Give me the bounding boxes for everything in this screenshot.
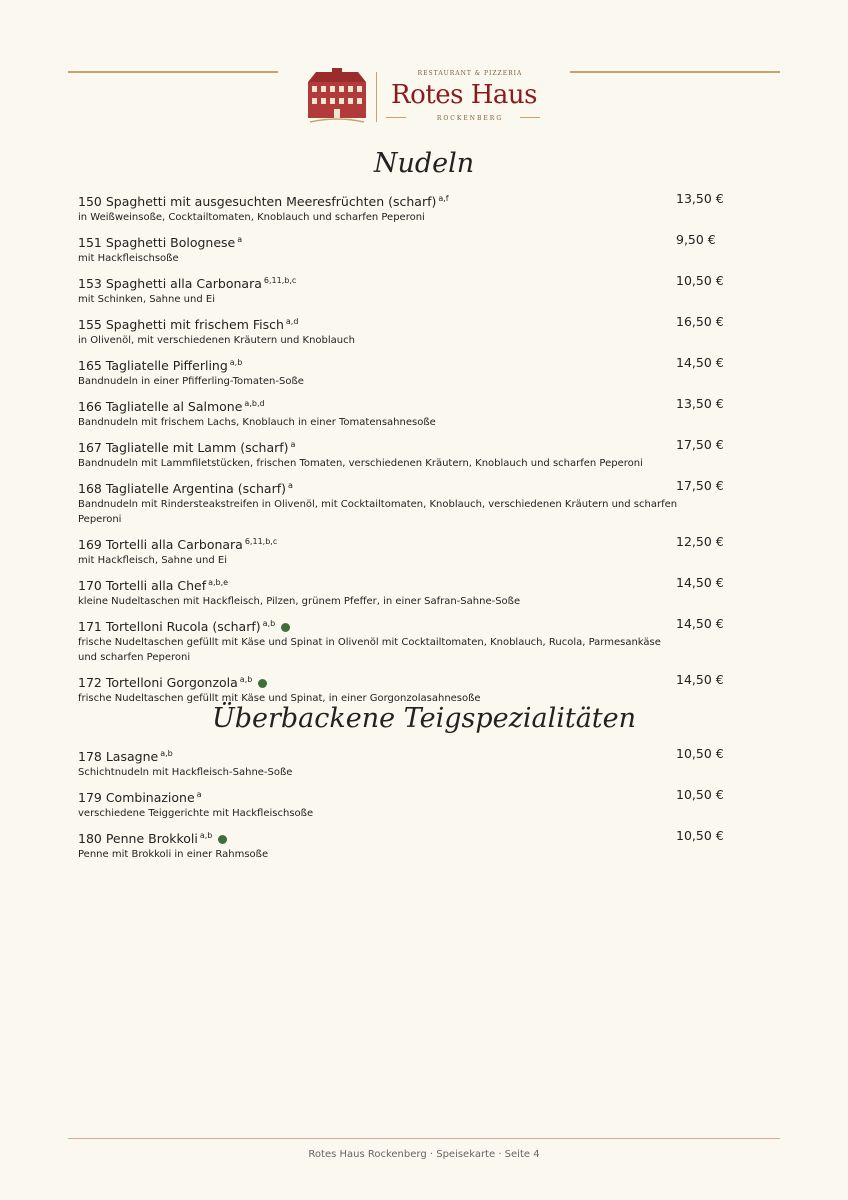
- menu-item-title: [78, 314, 728, 333]
- page-footer: Rotes Haus Rockenberg · Speisekarte · Seite 4: [308, 1149, 540, 1160]
- dish-price: 14,50 €: [676, 575, 724, 590]
- menu-item: [78, 314, 728, 348]
- dish-description: verschiedene Teiggerichte mit Hackfleischsoße: [78, 808, 314, 819]
- menu-item: [78, 232, 728, 266]
- menu-item-title: [78, 396, 728, 415]
- restaurant-logo: [302, 58, 542, 126]
- dish-price: 14,50 €: [676, 355, 724, 370]
- vegetarian-dot-icon: [258, 679, 267, 688]
- dish-description: Penne mit Brokkoli in einer Rahmsoße: [78, 849, 269, 860]
- allergen-codes: a,b: [262, 619, 276, 628]
- logo-sub-rule-right: [520, 117, 540, 118]
- dish-description: Bandnudeln mit Rindersteakstreifen in Olivenöl, mit Cocktailtomaten, Knoblauch, verschiedenen Kräutern und scharfen Peperoni: [78, 499, 678, 525]
- menu-list-ueberbackene: [78, 746, 728, 869]
- dish-price: 9,50 €: [676, 232, 716, 247]
- dish-name: 155 Spaghetti mit frischem Fisch: [78, 317, 284, 332]
- logo-name: Rotes Haus: [391, 80, 537, 110]
- menu-item: [78, 616, 728, 665]
- menu-item-title: [78, 828, 728, 847]
- section-title-nudeln: Nudeln: [373, 148, 475, 179]
- dish-name: 150 Spaghetti mit ausgesuchten Meeresfrüchten (scharf): [78, 194, 437, 209]
- allergen-codes: a: [237, 235, 243, 244]
- dish-description: frische Nudeltaschen gefüllt mit Käse und Spinat in Olivenöl mit Cocktailtomaten, Knoblauch, Rucola, Parmesankäse und scharfen Peperoni: [78, 637, 661, 663]
- menu-item-title: [78, 191, 728, 210]
- allergen-codes: a,f: [438, 194, 449, 203]
- dish-price: 17,50 €: [676, 437, 724, 452]
- menu-item-title: [78, 355, 728, 374]
- menu-item-title: [78, 575, 728, 594]
- header-rule-right: [570, 71, 780, 73]
- dish-description: mit Hackfleisch, Sahne und Ei: [78, 555, 227, 566]
- dish-name: 171 Tortelloni Rucola (scharf): [78, 619, 261, 634]
- dish-name: 172 Tortelloni Gorgonzola: [78, 675, 238, 690]
- menu-item-title: [78, 787, 728, 806]
- allergen-codes: a: [196, 790, 202, 799]
- dish-description: in Weißweinsoße, Cocktailtomaten, Knoblauch und scharfen Peperoni: [78, 212, 425, 223]
- dish-name: 153 Spaghetti alla Carbonara: [78, 276, 262, 291]
- vegetarian-dot-icon: [281, 623, 290, 632]
- menu-item: [78, 746, 728, 780]
- dish-description: Bandnudeln mit frischem Lachs, Knoblauch in einer Tomatensahnesoße: [78, 417, 436, 428]
- dish-description: mit Schinken, Sahne und Ei: [78, 294, 215, 305]
- dish-description: Bandnudeln mit Lammfiletstücken, frischen Tomaten, verschiedenen Kräutern, Knoblauch und scharfen Peperoni: [78, 458, 643, 469]
- allergen-codes: a,b,d: [244, 399, 265, 408]
- dish-description: frische Nudeltaschen gefüllt mit Käse und Spinat, in einer Gorgonzolasahnesoße: [78, 693, 481, 704]
- dish-name: 165 Tagliatelle Pifferling: [78, 358, 228, 373]
- dish-name: 180 Penne Brokkoli: [78, 831, 198, 846]
- menu-item-title: [78, 534, 728, 553]
- allergen-codes: a,d: [285, 317, 299, 326]
- menu-item: [78, 787, 728, 821]
- dish-price: 12,50 €: [676, 534, 724, 549]
- menu-item-title: [78, 437, 728, 456]
- dish-name: 167 Tagliatelle mit Lamm (scharf): [78, 440, 289, 455]
- allergen-codes: a: [290, 440, 296, 449]
- logo-location: ROCKENBERG: [436, 115, 504, 122]
- menu-item: [78, 273, 728, 307]
- menu-item: [78, 191, 728, 225]
- dish-price: 10,50 €: [676, 273, 724, 288]
- dish-name: 170 Tortelli alla Chef: [78, 578, 207, 593]
- dish-price: 17,50 €: [676, 478, 724, 493]
- section-title-ueberbackene: Überbackene Teigspezialitäten: [211, 703, 637, 734]
- allergen-codes: a: [288, 481, 293, 490]
- dish-description: in Olivenöl, mit verschiedenen Kräutern und Knoblauch: [78, 335, 355, 346]
- dish-price: 13,50 €: [676, 396, 724, 411]
- logo-tagline: RESTAURANT & PIZZERIA: [417, 70, 523, 77]
- menu-item: [78, 437, 728, 471]
- dish-price: 14,50 €: [676, 672, 724, 687]
- logo-divider: [376, 72, 377, 122]
- house-illustration-icon: [302, 68, 372, 128]
- menu-list-nudeln: [78, 191, 728, 713]
- allergen-codes: a,b: [199, 831, 213, 840]
- dish-description: Bandnudeln in einer Pfifferling-Tomaten-Soße: [78, 376, 304, 387]
- menu-item-title: [78, 478, 728, 497]
- dish-name: 166 Tagliatelle al Salmone: [78, 399, 243, 414]
- dish-price: 14,50 €: [676, 616, 724, 631]
- menu-item-title: [78, 746, 728, 765]
- menu-item: [78, 355, 728, 389]
- menu-item-title: [78, 616, 728, 635]
- menu-item: [78, 575, 728, 609]
- allergen-codes: 6,11,b,c: [263, 276, 297, 285]
- menu-item: [78, 396, 728, 430]
- footer-rule: [68, 1138, 780, 1139]
- dish-name: 168 Tagliatelle Argentina (scharf): [78, 481, 287, 496]
- dish-name: 178 Lasagne: [78, 749, 159, 764]
- dish-name: 151 Spaghetti Bolognese: [78, 235, 236, 250]
- dish-name: 179 Combinazione: [78, 790, 195, 805]
- dish-description: kleine Nudeltaschen mit Hackfleisch, Pilzen, grünem Pfeffer, in einer Safran-Sahne-Soße: [78, 596, 521, 607]
- menu-item: [78, 478, 728, 527]
- allergen-codes: a,b: [160, 749, 173, 758]
- dish-description: Schichtnudeln mit Hackfleisch-Sahne-Soße: [78, 767, 293, 778]
- menu-item: [78, 672, 728, 706]
- header: [0, 58, 848, 128]
- dish-price: 10,50 €: [676, 828, 724, 843]
- header-rule-left: [68, 71, 278, 73]
- vegetarian-dot-icon: [218, 835, 227, 844]
- allergen-codes: a,b: [229, 358, 243, 367]
- dish-price: 10,50 €: [676, 746, 724, 761]
- menu-item: [78, 534, 728, 568]
- allergen-codes: a,b: [239, 675, 253, 684]
- dish-description: mit Hackfleischsoße: [78, 253, 179, 264]
- dish-price: 13,50 €: [676, 191, 724, 206]
- menu-item-title: [78, 672, 728, 691]
- dish-price: 16,50 €: [676, 314, 724, 329]
- allergen-codes: a,b,e: [208, 578, 229, 587]
- menu-item: [78, 828, 728, 862]
- dish-name: 169 Tortelli alla Carbonara: [78, 537, 243, 552]
- menu-item-title: [78, 273, 728, 292]
- dish-price: 10,50 €: [676, 787, 724, 802]
- allergen-codes: 6,11,b,c: [244, 537, 278, 546]
- menu-item-title: [78, 232, 728, 251]
